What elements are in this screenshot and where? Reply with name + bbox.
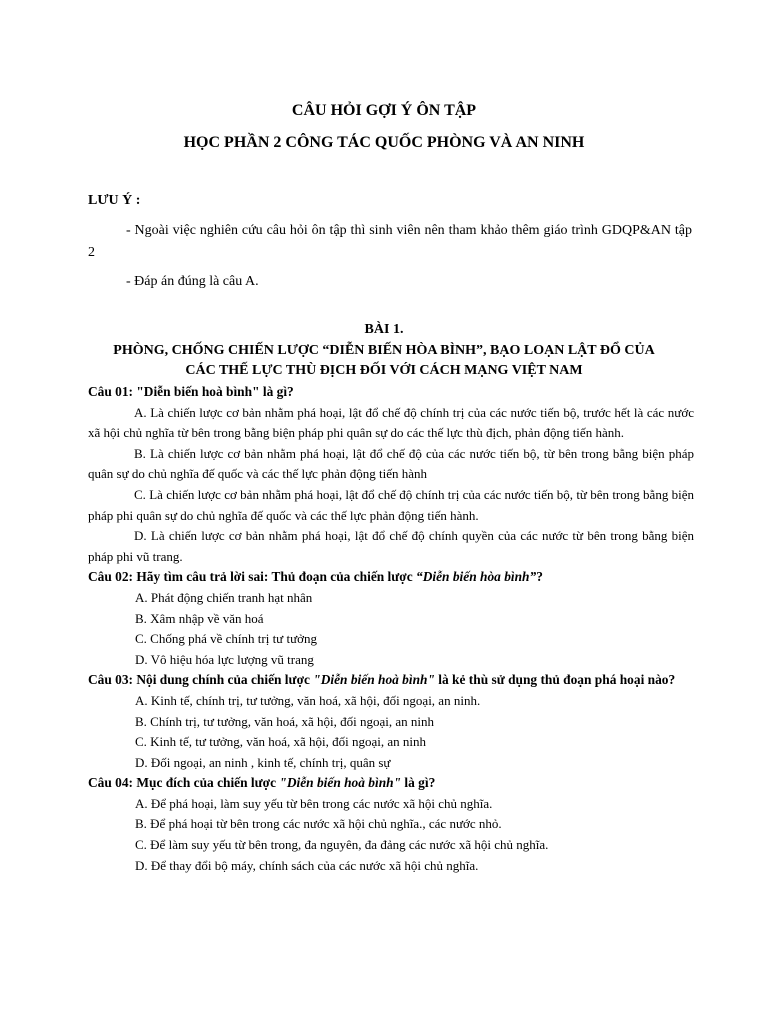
document-subtitle: HỌC PHẦN 2 CÔNG TÁC QUỐC PHÒNG VÀ AN NINH (183, 134, 585, 151)
answer-option: B. Để phá hoại từ bên trong các nước xã hội chủ nghĩa., các nước nhỏ. (135, 816, 502, 832)
answer-option: C. Kinh tế, tư tưởng, văn hoá, xã hội, đối ngoại, an ninh (135, 734, 427, 750)
answer-option: A. Kinh tế, chính trị, tư tưởng, văn hoá, xã hội, đối ngoại, an ninh. (135, 692, 481, 708)
note-item: - Ngoài việc nghiên cứu câu hỏi ôn tập thì sinh viên nên tham khảo thêm giáo trình GDQP&AN tập 2 (88, 223, 692, 260)
answer-option: A. Phát động chiến tranh hạt nhân (135, 589, 313, 605)
answer-option: A. Là chiến lược cơ bản nhằm phá hoại, lật đổ chế độ chính trị của các nước tiến bộ, trước hết là các nước xã hội chủ nghĩa từ bên trong bằng biện pháp phi quân sự do các thế lực thù địch, phản động tiến hành. (88, 404, 694, 441)
lesson-title-line2: CÁC THẾ LỰC THÙ ĐỊCH ĐỐI VỚI CÁCH MẠNG VIỆT NAM (185, 363, 583, 378)
lesson-title-line1: PHÒNG, CHỐNG CHIẾN LƯỢC “DIỄN BIẾN HÒA BÌNH”, BẠO LOẠN LẬT ĐỔ CỦA (113, 343, 655, 358)
question-4: Câu 04: Mục đích của chiến lược "Diễn biến hoà bình" là gì? (88, 775, 436, 791)
answer-option: B. Xâm nhập về văn hoá (135, 610, 264, 626)
answer-option: A. Để phá hoại, làm suy yếu từ bên trong các nước xã hội chủ nghĩa. (135, 795, 493, 811)
document-title: CÂU HỎI GỢI Ý ÔN TẬP (291, 102, 477, 119)
answer-option: D. Để thay đổi bộ máy, chính sách của các nước xã hội chủ nghĩa. (135, 857, 479, 873)
question-3: Câu 03: Nội dung chính của chiến lược "Diễn biến hoà bình" là kẻ thù sử dụng thủ đoạn phá hoại nào? (88, 672, 676, 688)
answer-option: D. Vô hiệu hóa lực lượng vũ trang (135, 651, 314, 667)
lesson-number: BÀI 1. (364, 322, 404, 337)
answer-option: C. Là chiến lược cơ bản nhằm phá hoại, lật đổ chế độ chính trị của các nước tiến bộ, từ bên trong bằng biện pháp phi quân sự do chủ nghĩa đế quốc và các thế lực phản động tiến hành. (88, 486, 694, 523)
answer-option: C. Để làm suy yếu từ bên trong, đa nguyên, đa đảng các nước xã hội chủ nghĩa. (135, 837, 549, 853)
question-list (88, 382, 694, 876)
note-item: - Đáp án đúng là câu A. (126, 274, 259, 289)
answer-option: D. Là chiến lược cơ bản nhằm phá hoại, lật đổ chế độ chính quyền của các nước từ bên trong bằng biện pháp phi vũ trang. (88, 528, 694, 564)
answer-option: C. Chống phá về chính trị tư tưởng (135, 631, 318, 647)
note-label: LƯU Ý : (88, 193, 141, 208)
answer-option: D. Đối ngoại, an ninh , kinh tế, chính trị, quân sự (135, 754, 391, 770)
answer-option: B. Là chiến lược cơ bản nhằm phá hoại, lật đổ chế độ của các nước tiến bộ, từ bên trong bằng biện pháp quân sự do chủ nghĩa đế quốc và các thế lực phản động tiến hành (88, 445, 694, 482)
question-1: Câu 01: "Diễn biến hoà bình" là gì? (88, 384, 294, 399)
answer-option: B. Chính trị, tư tưởng, văn hoá, xã hội, đối ngoại, an ninh (135, 713, 434, 729)
question-2: Câu 02: Hãy tìm câu trả lời sai: Thủ đoạn của chiến lược “Diễn biến hòa bình”? (88, 569, 543, 585)
